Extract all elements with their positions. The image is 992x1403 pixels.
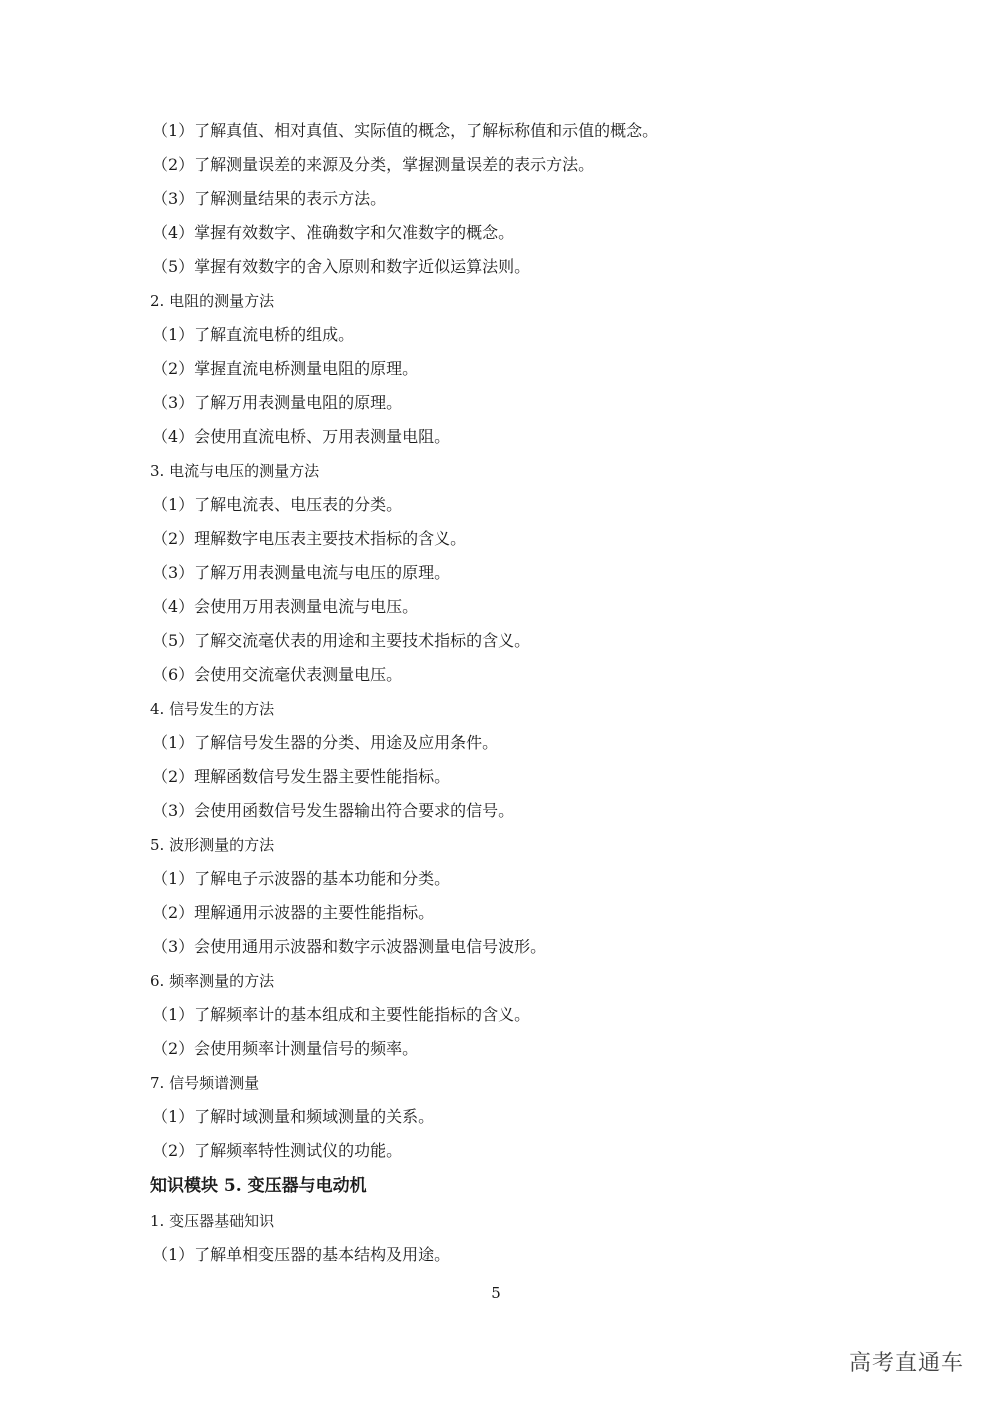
page-number: 5 <box>491 1284 501 1302</box>
list-item: （6）会使用交流毫伏表测量电压。 <box>152 665 403 684</box>
document-body <box>150 114 870 1272</box>
list-item: （4）会使用万用表测量电流与电压。 <box>152 597 419 616</box>
list-item: （1）了解单相变压器的基本结构及用途。 <box>152 1245 451 1264</box>
list-item: （1）了解真值、相对真值、实际值的概念，了解标称值和示值的概念。 <box>152 121 659 140</box>
section-heading: 3. 电流与电压的测量方法 <box>150 462 320 480</box>
list-item: （5）掌握有效数字的舍入原则和数字近似运算法则。 <box>152 257 531 276</box>
list-item: （3）了解测量结果的表示方法。 <box>152 189 387 208</box>
watermark-text: 高考直通车 <box>848 1351 964 1376</box>
list-item: （2）会使用频率计测量信号的频率。 <box>152 1039 419 1058</box>
list-item: （2）理解通用示波器的主要性能指标。 <box>152 903 435 922</box>
section-heading: 5. 波形测量的方法 <box>150 836 275 854</box>
list-item: （1）了解电流表、电压表的分类。 <box>152 495 403 514</box>
list-item: （5）了解交流毫伏表的用途和主要技术指标的含义。 <box>152 631 531 650</box>
section-heading: 6. 频率测量的方法 <box>150 972 275 990</box>
list-item: （2）理解数字电压表主要技术指标的含义。 <box>152 529 467 548</box>
list-item: （1）了解频率计的基本组成和主要性能指标的含义。 <box>152 1005 531 1024</box>
list-item: （4）掌握有效数字、准确数字和欠准数字的概念。 <box>152 223 515 242</box>
module-title: 知识模块 5. 变压器与电动机 <box>150 1176 367 1196</box>
list-item: （3）会使用函数信号发生器输出符合要求的信号。 <box>152 801 515 820</box>
section-heading: 7. 信号频谱测量 <box>150 1074 260 1092</box>
list-item: （1）了解直流电桥的组成。 <box>152 325 355 344</box>
list-item: （1）了解电子示波器的基本功能和分类。 <box>152 869 451 888</box>
list-item: （3）会使用通用示波器和数字示波器测量电信号波形。 <box>152 937 547 956</box>
list-item: （2）了解测量误差的来源及分类，掌握测量误差的表示方法。 <box>152 155 595 174</box>
list-item: （2）理解函数信号发生器主要性能指标。 <box>152 767 451 786</box>
section-heading: 2. 电阻的测量方法 <box>150 292 275 310</box>
list-item: （4）会使用直流电桥、万用表测量电阻。 <box>152 427 451 446</box>
section-heading: 4. 信号发生的方法 <box>150 700 275 718</box>
list-item: （1）了解时域测量和频域测量的关系。 <box>152 1107 435 1126</box>
list-item: （3）了解万用表测量电流与电压的原理。 <box>152 563 451 582</box>
section-heading: 1. 变压器基础知识 <box>150 1212 275 1230</box>
list-item: （1）了解信号发生器的分类、用途及应用条件。 <box>152 733 499 752</box>
list-item: （3）了解万用表测量电阻的原理。 <box>152 393 403 412</box>
list-item: （2）掌握直流电桥测量电阻的原理。 <box>152 359 419 378</box>
list-item: （2）了解频率特性测试仪的功能。 <box>152 1141 403 1160</box>
